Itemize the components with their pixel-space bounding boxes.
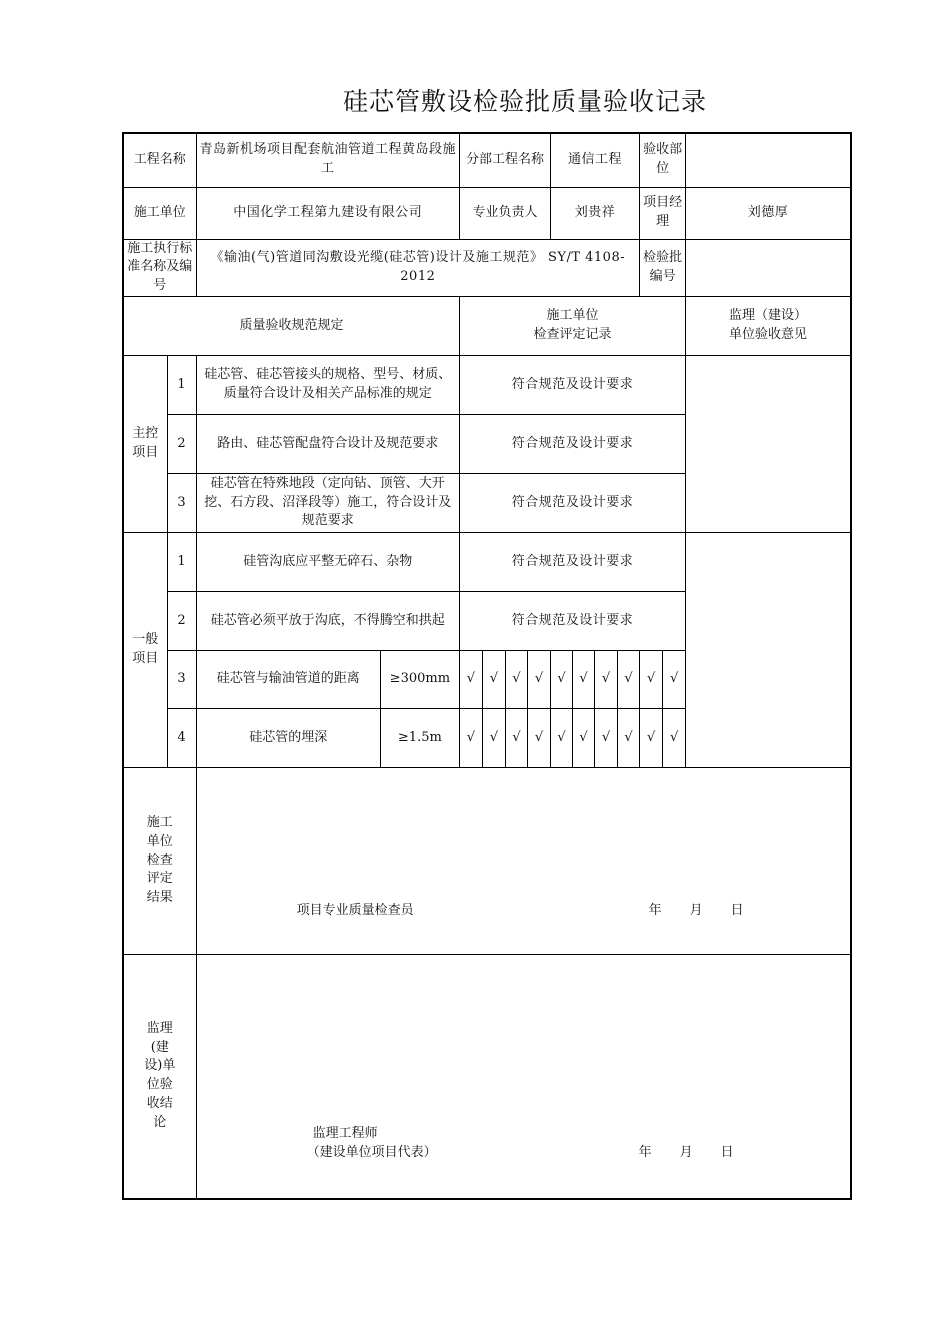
quality-inspector-label: 项目专业质量检查员 [296,903,414,919]
project-manager-value: 刘德厚 [686,187,851,239]
item-result: 符合规范及设计要求 [459,592,685,651]
column-heading-row [123,297,851,356]
date-day: 日 [730,903,744,919]
item-result: 符合规范及设计要求 [459,356,685,415]
sub-project-label: 分部工程名称 [459,133,550,187]
standard-value: 《输油(气)管道同沟敷设光缆(硅芯管)设计及施工规范》 SY/T 4108-2012 [196,239,639,297]
check-mark: √ [640,651,663,709]
check-mark: √ [459,709,482,768]
main-control-label: 主控项目 [123,356,167,533]
supervisor-heading-line2: 单位验收意见 [729,327,808,343]
item-no: 2 [167,415,196,474]
contractor-label: 施工单位 [123,187,196,239]
header-row-contractor [123,187,851,239]
batch-no-label: 检验批编号 [640,239,686,297]
date-month: 月 [679,1145,693,1161]
supervisor-result-row [123,955,851,1199]
item-no: 1 [167,356,196,415]
check-mark: √ [595,651,618,709]
item-text: 硅芯管必须平放于沟底，不得腾空和拱起 [196,592,459,651]
supervisor-heading [686,297,851,356]
owner-representative-label: （建设单位项目代表） [306,1145,437,1161]
check-mark: √ [663,651,686,709]
item-text: 硅芯管与输油管道的距离 [196,651,380,709]
batch-no-value [686,239,851,297]
check-mark: √ [482,651,505,709]
date-year: 年 [638,1145,652,1161]
check-mark: √ [573,651,595,709]
check-mark: √ [527,651,550,709]
check-mark: √ [573,709,595,768]
check-mark: √ [595,709,618,768]
date-month: 月 [689,903,703,919]
item-text: 硅芯管在特殊地段（定向钻、顶管、大开挖、石方段、沼泽段等）施工，符合设计及规范要求 [196,474,459,533]
check-mark: √ [482,709,505,768]
item-text: 路由、硅芯管配盘符合设计及规范要求 [196,415,459,474]
date-year: 年 [648,903,662,919]
check-mark: √ [551,651,573,709]
item-no: 4 [167,709,196,768]
sub-project-value: 通信工程 [551,133,640,187]
specialist-value: 刘贵祥 [551,187,640,239]
acceptance-part-label: 验收部位 [640,133,686,187]
check-mark: √ [459,651,482,709]
item-no: 3 [167,651,196,709]
header-row-project [123,133,851,187]
check-mark: √ [618,651,640,709]
contractor-check-heading-line1: 施工单位 [546,308,599,324]
check-mark: √ [551,709,573,768]
supervisor-result-area [196,955,851,1199]
supervisor-result-label: 监理(建设)单位验收结论 [123,955,196,1199]
project-manager-label: 项目经理 [640,187,686,239]
contractor-check-heading-line2: 检查评定记录 [533,327,612,343]
item-criterion: ≥1.5m [380,709,459,768]
item-no: 3 [167,474,196,533]
item-no: 2 [167,592,196,651]
table-row [123,356,851,415]
item-result: 符合规范及设计要求 [459,415,685,474]
spec-heading: 质量验收规范规定 [123,297,459,356]
contractor-result-area [196,768,851,955]
contractor-result-row [123,768,851,955]
contractor-check-heading [459,297,685,356]
date-day: 日 [720,1145,734,1161]
check-mark: √ [505,709,527,768]
check-mark: √ [640,709,663,768]
item-result: 符合规范及设计要求 [459,474,685,533]
standard-label: 施工执行标准名称及编号 [123,239,196,297]
supervisor-heading-line1: 监理（建设） [729,308,808,324]
item-criterion: ≥300mm [380,651,459,709]
general-supervisor-opinion [686,533,851,768]
item-result: 符合规范及设计要求 [459,533,685,592]
general-label: 一般项目 [123,533,167,768]
item-text: 硅芯管的埋深 [196,709,380,768]
supervising-engineer-label: 监理工程师 [312,1126,378,1142]
contractor-result-date [649,902,772,921]
check-mark: √ [527,709,550,768]
check-mark: √ [505,651,527,709]
contractor-value: 中国化学工程第九建设有限公司 [196,187,459,239]
acceptance-record-table [122,132,852,1200]
specialist-label: 专业负责人 [459,187,550,239]
contractor-result-label: 施工单位检查评定结果 [123,768,196,955]
project-name-label: 工程名称 [123,133,196,187]
main-control-supervisor-opinion [686,356,851,533]
table-row [123,533,851,592]
project-name-value: 青岛新机场项目配套航油管道工程黄岛段施工 [196,133,459,187]
check-mark: √ [618,709,640,768]
item-text: 硅管沟底应平整无碎石、杂物 [196,533,459,592]
header-row-standard [123,239,851,297]
item-text: 硅芯管、硅芯管接头的规格、型号、材质、质量符合设计及相关产品标准的规定 [196,356,459,415]
supervisor-result-date [639,1144,762,1163]
item-no: 1 [167,533,196,592]
acceptance-part-value [686,133,851,187]
page-title: 硅芯管敷设检验批质量验收记录 [342,87,707,116]
check-mark: √ [663,709,686,768]
